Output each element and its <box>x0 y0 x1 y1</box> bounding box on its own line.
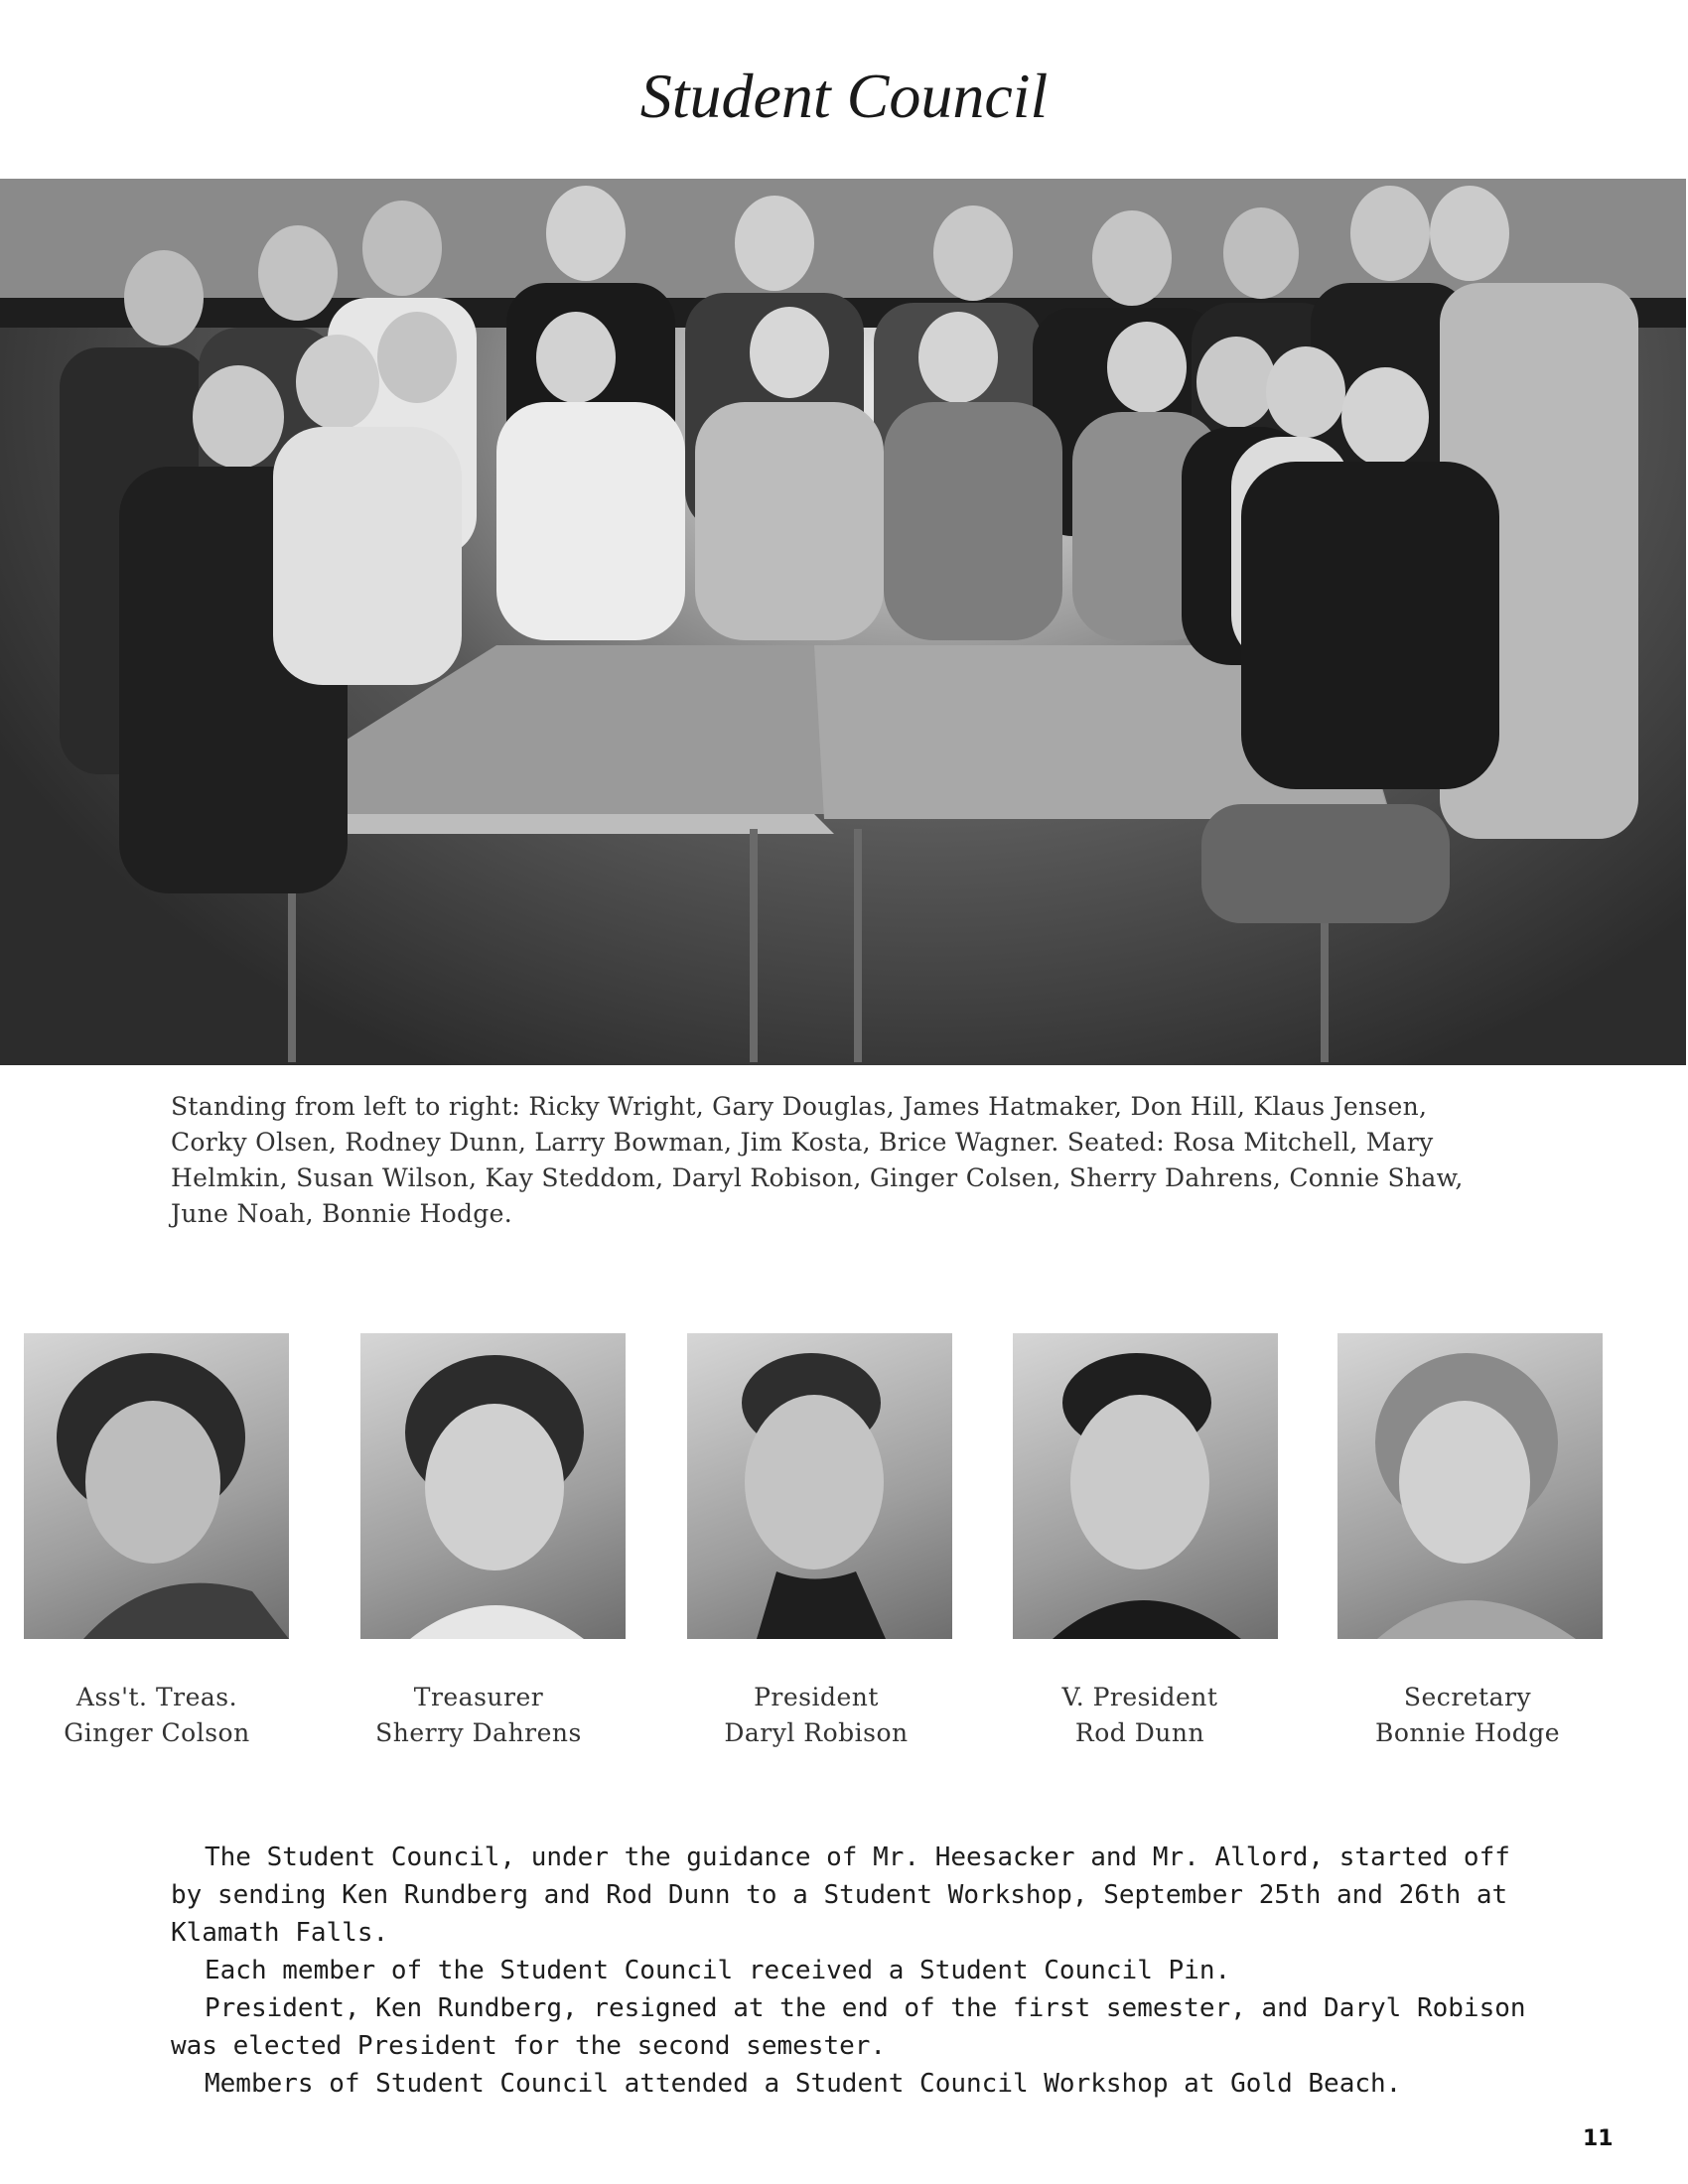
portrait-president <box>687 1333 952 1639</box>
paragraph: The Student Council, under the guidance of Mr. Heesacker and Mr. Allord, started off by sending Ken Rundberg and Rod Dunn to a Student Workshop, September 25th and 26th at Klamath Falls. <box>171 1843 1510 1948</box>
paragraph: President, Ken Rundberg, resigned at the end of the first semester, and Daryl Robison was elected President for the second semester. <box>171 1993 1526 2061</box>
officer-role: V. President <box>1061 1683 1218 1711</box>
officer-role: President <box>754 1683 879 1711</box>
officer-vice-president <box>991 1680 1289 1751</box>
paragraph: Members of Student Council attended a Student Council Workshop at Gold Beach. <box>205 2069 1402 2099</box>
body-text <box>171 1839 1541 2103</box>
portrait-vice-president <box>1013 1333 1278 1639</box>
officer-president <box>667 1680 965 1751</box>
portrait-treasurer <box>360 1333 626 1639</box>
portrait-secretary <box>1337 1333 1603 1639</box>
officer-name: Ginger Colson <box>64 1718 250 1747</box>
officer-role: Secretary <box>1403 1683 1532 1711</box>
officer-name: Daryl Robison <box>724 1718 909 1747</box>
officer-name: Sherry Dahrens <box>375 1718 582 1747</box>
officer-secretary <box>1319 1680 1617 1751</box>
officer-treasurer <box>330 1680 628 1751</box>
group-photo <box>0 179 1686 1065</box>
officer-role: Ass't. Treas. <box>75 1683 238 1711</box>
paragraph: Each member of the Student Council received a Student Council Pin. <box>205 1956 1231 1985</box>
officer-asst-treasurer <box>8 1680 306 1751</box>
page-title: Student Council <box>639 61 1049 131</box>
group-photo-caption: Standing from left to right: Ricky Wright, Gary Douglas, James Hatmaker, Don Hill, Klaus Jensen, Corky Olsen, Rodney Dunn, Larry Bowman, Jim Kosta, Brice Wagner. Seated: Rosa Mitchell, Mary Helmkin, Susan Wilson, Kay Steddom, Daryl Robison, Ginger Colsen, Sherry Dahrens, Connie Shaw, June Noah, Bonnie Hodge. <box>171 1092 1464 1228</box>
officer-name: Rod Dunn <box>1074 1718 1205 1747</box>
portrait-asst-treasurer <box>24 1333 289 1639</box>
officer-role: Treasurer <box>413 1683 544 1711</box>
page-number: 11 <box>1583 2126 1614 2151</box>
officer-name: Bonnie Hodge <box>1374 1718 1561 1747</box>
